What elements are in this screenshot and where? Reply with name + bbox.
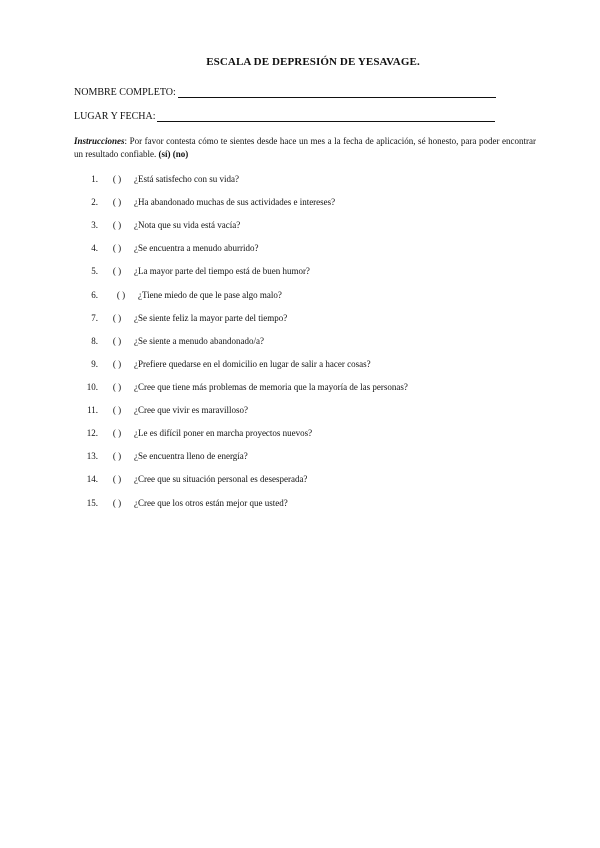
question-number: 14. bbox=[86, 474, 98, 484]
instructions-text: : Por favor contesta cómo te sientes desde hace un mes a la fecha de aplicación, sé honesto, para poder encontrar un resultado confiable. bbox=[74, 136, 536, 159]
question-number: 1. bbox=[91, 174, 98, 184]
document-title: ESCALA DE DEPRESIÓN DE YESAVAGE. bbox=[206, 56, 420, 68]
question-number: 2. bbox=[91, 197, 98, 207]
question-item bbox=[74, 197, 335, 207]
instructions-label: Instrucciones bbox=[74, 136, 125, 146]
answer-blank: ( ) bbox=[112, 197, 122, 207]
answer-blank: ( ) bbox=[112, 266, 122, 276]
question-item bbox=[74, 405, 248, 415]
instructions bbox=[74, 135, 536, 161]
question-text: ¿Se siente a menudo abandonado/a? bbox=[134, 336, 264, 346]
answer-blank: ( ) bbox=[112, 174, 122, 184]
question-item bbox=[74, 290, 282, 300]
question-number: 15. bbox=[86, 498, 98, 508]
question-item bbox=[74, 474, 307, 484]
answer-blank: ( ) bbox=[112, 405, 122, 415]
question-number: 7. bbox=[91, 313, 98, 323]
answer-blank: ( ) bbox=[116, 290, 126, 300]
question-text: ¿La mayor parte del tiempo está de buen humor? bbox=[134, 266, 310, 276]
question-item bbox=[74, 174, 239, 184]
full-name-field bbox=[74, 87, 496, 98]
question-text: ¿Ha abandonado muchas de sus actividades e intereses? bbox=[134, 197, 336, 207]
question-text: ¿Cree que los otros están mejor que usted? bbox=[134, 498, 288, 508]
question-item bbox=[74, 498, 288, 508]
full-name-underline bbox=[178, 88, 496, 98]
question-number: 13. bbox=[86, 451, 98, 461]
question-number: 8. bbox=[91, 336, 98, 346]
question-item bbox=[74, 428, 312, 438]
question-text: ¿Cree que tiene más problemas de memoria que la mayoría de las personas? bbox=[134, 382, 408, 392]
answer-blank: ( ) bbox=[112, 382, 122, 392]
answer-blank: ( ) bbox=[112, 359, 122, 369]
question-number: 5. bbox=[91, 266, 98, 276]
place-date-label: LUGAR Y FECHA: bbox=[74, 111, 156, 122]
answer-blank: ( ) bbox=[112, 474, 122, 484]
question-item bbox=[74, 243, 258, 253]
question-item bbox=[74, 266, 310, 276]
question-item bbox=[74, 336, 264, 346]
question-text: ¿Le es difícil poner en marcha proyectos nuevos? bbox=[134, 428, 313, 438]
question-number: 10. bbox=[86, 382, 98, 392]
question-item bbox=[74, 220, 240, 230]
question-number: 9. bbox=[91, 359, 98, 369]
full-name-label: NOMBRE COMPLETO: bbox=[74, 87, 176, 98]
question-text: ¿Cree que su situación personal es desesperada? bbox=[134, 474, 308, 484]
place-date-field bbox=[74, 111, 495, 122]
question-text: ¿Prefiere quedarse en el domicilio en lugar de salir a hacer cosas? bbox=[134, 359, 371, 369]
question-text: ¿Está satisfecho con su vida? bbox=[134, 174, 239, 184]
question-text: ¿Tiene miedo de que le pase algo malo? bbox=[138, 290, 282, 300]
answer-options: (sí) (no) bbox=[158, 149, 189, 159]
question-text: ¿Se encuentra a menudo aburrido? bbox=[134, 243, 259, 253]
question-number: 12. bbox=[86, 428, 98, 438]
question-item bbox=[74, 359, 371, 369]
question-text: ¿Nota que su vida está vacía? bbox=[134, 220, 241, 230]
place-date-underline bbox=[157, 112, 495, 122]
question-text: ¿Se siente feliz la mayor parte del tiempo? bbox=[134, 313, 288, 323]
question-item bbox=[74, 451, 248, 461]
answer-blank: ( ) bbox=[112, 498, 122, 508]
answer-blank: ( ) bbox=[112, 451, 122, 461]
question-number: 11. bbox=[87, 405, 98, 415]
answer-blank: ( ) bbox=[112, 428, 122, 438]
answer-blank: ( ) bbox=[112, 336, 122, 346]
answer-blank: ( ) bbox=[112, 243, 122, 253]
question-text: ¿Se encuentra lleno de energía? bbox=[134, 451, 248, 461]
question-item bbox=[74, 313, 287, 323]
question-text: ¿Cree que vivir es maravilloso? bbox=[134, 405, 248, 415]
question-item bbox=[74, 382, 408, 392]
answer-blank: ( ) bbox=[112, 313, 122, 323]
question-number: 6. bbox=[91, 290, 98, 300]
answer-blank: ( ) bbox=[112, 220, 122, 230]
question-number: 3. bbox=[91, 220, 98, 230]
question-number: 4. bbox=[91, 243, 98, 253]
